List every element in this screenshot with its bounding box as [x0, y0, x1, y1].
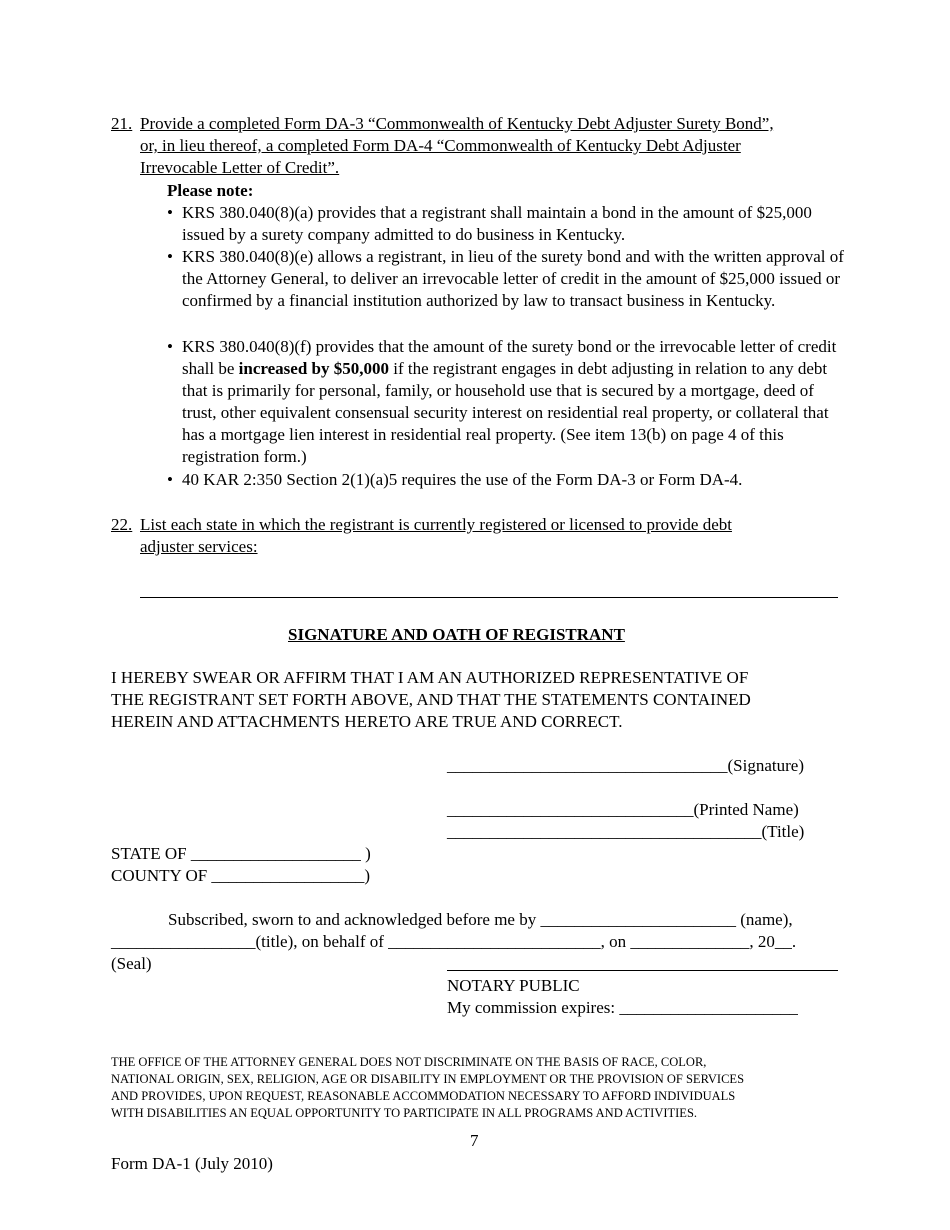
bullet-icon: •: [167, 470, 173, 489]
bullet-text: KRS 380.040(8)(e) allows a registrant, in lieu of the surety bond and with the written approval of the Attorney General, to deliver an irrevocable letter of credit in the amount of $25,000 issued or confirmed by a financial institution authorized by law to transact business in Kentucky.: [182, 247, 844, 310]
item-21-line-1: Provide a completed Form DA-3 “Commonwealth of Kentucky Debt Adjuster Surety Bond”,: [140, 114, 774, 133]
oath-heading: SIGNATURE AND OATH OF REGISTRANT: [288, 625, 625, 644]
oath-line-1: I HEREBY SWEAR OR AFFIRM THAT I AM AN AUTHORIZED REPRESENTATIVE OF: [111, 668, 749, 687]
form-id: Form DA-1 (July 2010): [111, 1154, 273, 1173]
printed-name-field[interactable]: _____________________________(Printed Name): [447, 800, 799, 819]
signature-field[interactable]: _________________________________(Signature): [447, 756, 804, 775]
oath-line-3: HEREIN AND ATTACHMENTS HERETO ARE TRUE AND CORRECT.: [111, 712, 623, 731]
notary-public-label: NOTARY PUBLIC: [447, 976, 580, 995]
county-of-field[interactable]: COUNTY OF __________________): [111, 866, 371, 885]
title-field[interactable]: _____________________________________(Title): [447, 822, 805, 841]
state-of-field[interactable]: STATE OF ____________________ ): [111, 844, 371, 863]
notice-line-3: AND PROVIDES, UPON REQUEST, REASONABLE ACCOMMODATION NECESSARY TO AFFORD INDIVIDUALS: [111, 1089, 736, 1103]
bold-amount: increased by $50,000: [238, 359, 389, 378]
bullet-icon: •: [167, 337, 173, 356]
bullet-text: KRS 380.040(8)(a) provides that a registrant shall maintain a bond in the amount of $25,000 issued by a surety company admitted to do business in Kentucky.: [182, 203, 812, 244]
seal-label: (Seal): [111, 954, 152, 973]
item-22-number: 22.: [111, 515, 133, 534]
list-item: [167, 469, 847, 491]
page-number: 7: [470, 1131, 479, 1150]
notary-signature-line[interactable]: [447, 970, 838, 971]
notary-line-1[interactable]: Subscribed, sworn to and acknowledged before me by _______________________ (name),: [168, 910, 793, 929]
please-note-label: Please note:: [167, 181, 254, 200]
commission-expires-field[interactable]: My commission expires: _____________________: [447, 998, 798, 1017]
item-21-number: 21.: [111, 114, 133, 133]
bullet-icon: •: [167, 247, 173, 266]
states-answer-line[interactable]: [140, 597, 838, 598]
list-item: [167, 202, 847, 246]
notary-line-2[interactable]: _________________(title), on behalf of _________________________, on ______________, 20__.: [111, 932, 797, 951]
notice-line-4: WITH DISABILITIES AN EQUAL OPPORTUNITY TO PARTICIPATE IN ALL PROGRAMS AND ACTIVITIES.: [111, 1106, 698, 1120]
list-item: [167, 336, 847, 468]
item-21-line-3: Irrevocable Letter of Credit”.: [140, 158, 340, 177]
notice-line-1: THE OFFICE OF THE ATTORNEY GENERAL DOES NOT DISCRIMINATE ON THE BASIS OF RACE, COLOR,: [111, 1055, 707, 1069]
oath-line-2: THE REGISTRANT SET FORTH ABOVE, AND THAT THE STATEMENTS CONTAINED: [111, 690, 751, 709]
item-21-line-2: or, in lieu thereof, a completed Form DA-4 “Commonwealth of Kentucky Debt Adjuster: [140, 136, 741, 155]
bullet-text: KRS 380.040(8)(f) provides that the amount of the surety bond or the irrevocable letter of credit shall be increased by $50,000 if the registrant engages in debt adjusting in relation to any debt that is primarily for personal, family, or household use that is secured by a mortgage, deed of trust, other equivalent consensual security interest on residential real property, or collateral that has a mortgage lien interest in residential real property. (See item 13(b) on page 4 of this registration form.): [182, 337, 837, 466]
list-item: [167, 246, 847, 312]
item-22-line-2: adjuster services:: [140, 537, 258, 556]
bullet-text: 40 KAR 2:350 Section 2(1)(a)5 requires the use of the Form DA-3 or Form DA-4.: [182, 470, 743, 489]
item-22-line-1: List each state in which the registrant is currently registered or licensed to provide debt: [140, 515, 732, 534]
notice-line-2: NATIONAL ORIGIN, SEX, RELIGION, AGE OR DISABILITY IN EMPLOYMENT OR THE PROVISION OF SERVICES: [111, 1072, 745, 1086]
bullet-icon: •: [167, 203, 173, 222]
